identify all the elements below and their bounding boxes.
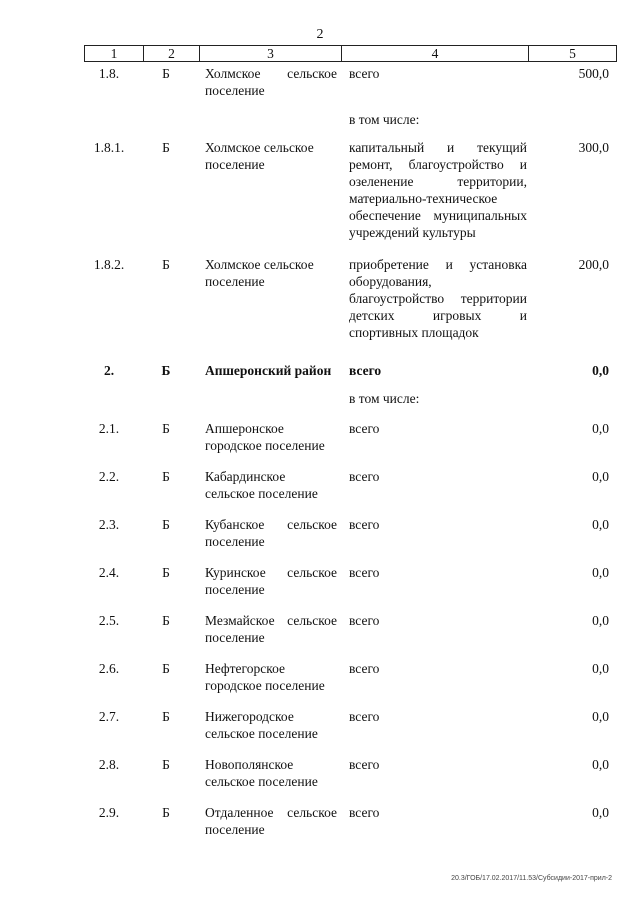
footer-stamp: 20.3/ГОБ/17.02.2017/11.53/Субсидии-2017-прил-2: [451, 875, 612, 882]
row-purpose: всего: [349, 363, 382, 378]
row-number: 2.9.: [98, 805, 120, 820]
table-header: [84, 45, 617, 62]
row-amount: 0,0: [592, 709, 609, 724]
header-col-4: 4: [342, 46, 529, 61]
row-name: Апшеронское городское поселение: [205, 421, 325, 453]
header-col-1: 1: [85, 46, 144, 61]
row-name: Холмское сельское поселение: [205, 140, 314, 172]
row-purpose: капитальный и текущий ремонт, благоустройство и озеленение территории, материально-техническое обеспечение муниципальных учреждений культуры: [349, 140, 527, 240]
row-name: Холмское сельское поселение: [205, 257, 314, 289]
row-code: Б: [162, 805, 170, 820]
row-purpose: всего: [349, 757, 380, 772]
row-code: Б: [162, 709, 170, 724]
row-amount: 0,0: [592, 613, 609, 628]
row-code: Б: [162, 469, 170, 484]
row-purpose: всего: [349, 66, 380, 81]
row-code: Б: [162, 661, 170, 676]
row-name: Куринское сельское поселение: [205, 565, 337, 597]
row-purpose: всего: [349, 805, 380, 820]
row-code: Б: [162, 757, 170, 772]
row-purpose: всего: [349, 517, 380, 532]
row-purpose: приобретение и установка оборудования, благоустройство территории детских игровых и спортивных площадок: [349, 257, 527, 340]
row-name: Нижегородское сельское поселение: [205, 709, 318, 741]
row-number: 2.4.: [98, 565, 120, 580]
row-code: Б: [162, 257, 170, 272]
row-code: Б: [162, 421, 170, 436]
row-name: Отдаленное сельское поселение: [205, 805, 337, 837]
row-amount: 0,0: [592, 363, 609, 378]
row-purpose: всего: [349, 613, 380, 628]
row-number: 2.: [103, 363, 115, 378]
row-number: 1.8.1.: [93, 140, 125, 155]
row-code: Б: [162, 66, 170, 81]
subtotal-label: в том числе:: [349, 391, 420, 406]
row-name: Нефтегорское городское поселение: [205, 661, 325, 693]
row-purpose: всего: [349, 421, 380, 436]
row-amount: 0,0: [592, 805, 609, 820]
row-name: Мезмайское сельское поселение: [205, 613, 337, 645]
row-purpose: всего: [349, 709, 380, 724]
row-name: Холмское сельское поселение: [205, 66, 337, 98]
row-amount: 500,0: [578, 66, 609, 81]
row-purpose: всего: [349, 469, 380, 484]
row-code: Б: [162, 565, 170, 580]
row-name: Новополянское сельское поселение: [205, 757, 318, 789]
row-code: Б: [162, 517, 170, 532]
row-number: 2.8.: [98, 757, 120, 772]
row-number: 1.8.: [98, 66, 120, 81]
row-name: Кубанское сельское поселение: [205, 517, 337, 549]
row-amount: 0,0: [592, 517, 609, 532]
row-number: 2.1.: [98, 421, 120, 436]
row-number: 2.7.: [98, 709, 120, 724]
row-number: 1.8.2.: [93, 257, 125, 272]
page-number: 2: [316, 27, 324, 42]
row-purpose: всего: [349, 565, 380, 580]
row-number: 2.5.: [98, 613, 120, 628]
row-amount: 0,0: [592, 421, 609, 436]
row-amount: 200,0: [578, 257, 609, 272]
row-code: Б: [162, 613, 170, 628]
row-code: Б: [162, 140, 170, 155]
header-col-2: 2: [144, 46, 200, 61]
row-name: Кабардинское сельское поселение: [205, 469, 318, 501]
row-code: Б: [161, 363, 171, 378]
row-amount: 0,0: [592, 757, 609, 772]
row-amount: 0,0: [592, 565, 609, 580]
row-number: 2.2.: [98, 469, 120, 484]
row-number: 2.6.: [98, 661, 120, 676]
header-col-5: 5: [569, 46, 576, 61]
row-amount: 0,0: [592, 661, 609, 676]
row-name: Апшеронский район: [205, 363, 332, 378]
row-amount: 0,0: [592, 469, 609, 484]
row-number: 2.3.: [98, 517, 120, 532]
subtotal-label: в том числе:: [349, 112, 420, 127]
row-amount: 300,0: [578, 140, 609, 155]
header-col-3: 3: [200, 46, 342, 61]
row-purpose: всего: [349, 661, 380, 676]
